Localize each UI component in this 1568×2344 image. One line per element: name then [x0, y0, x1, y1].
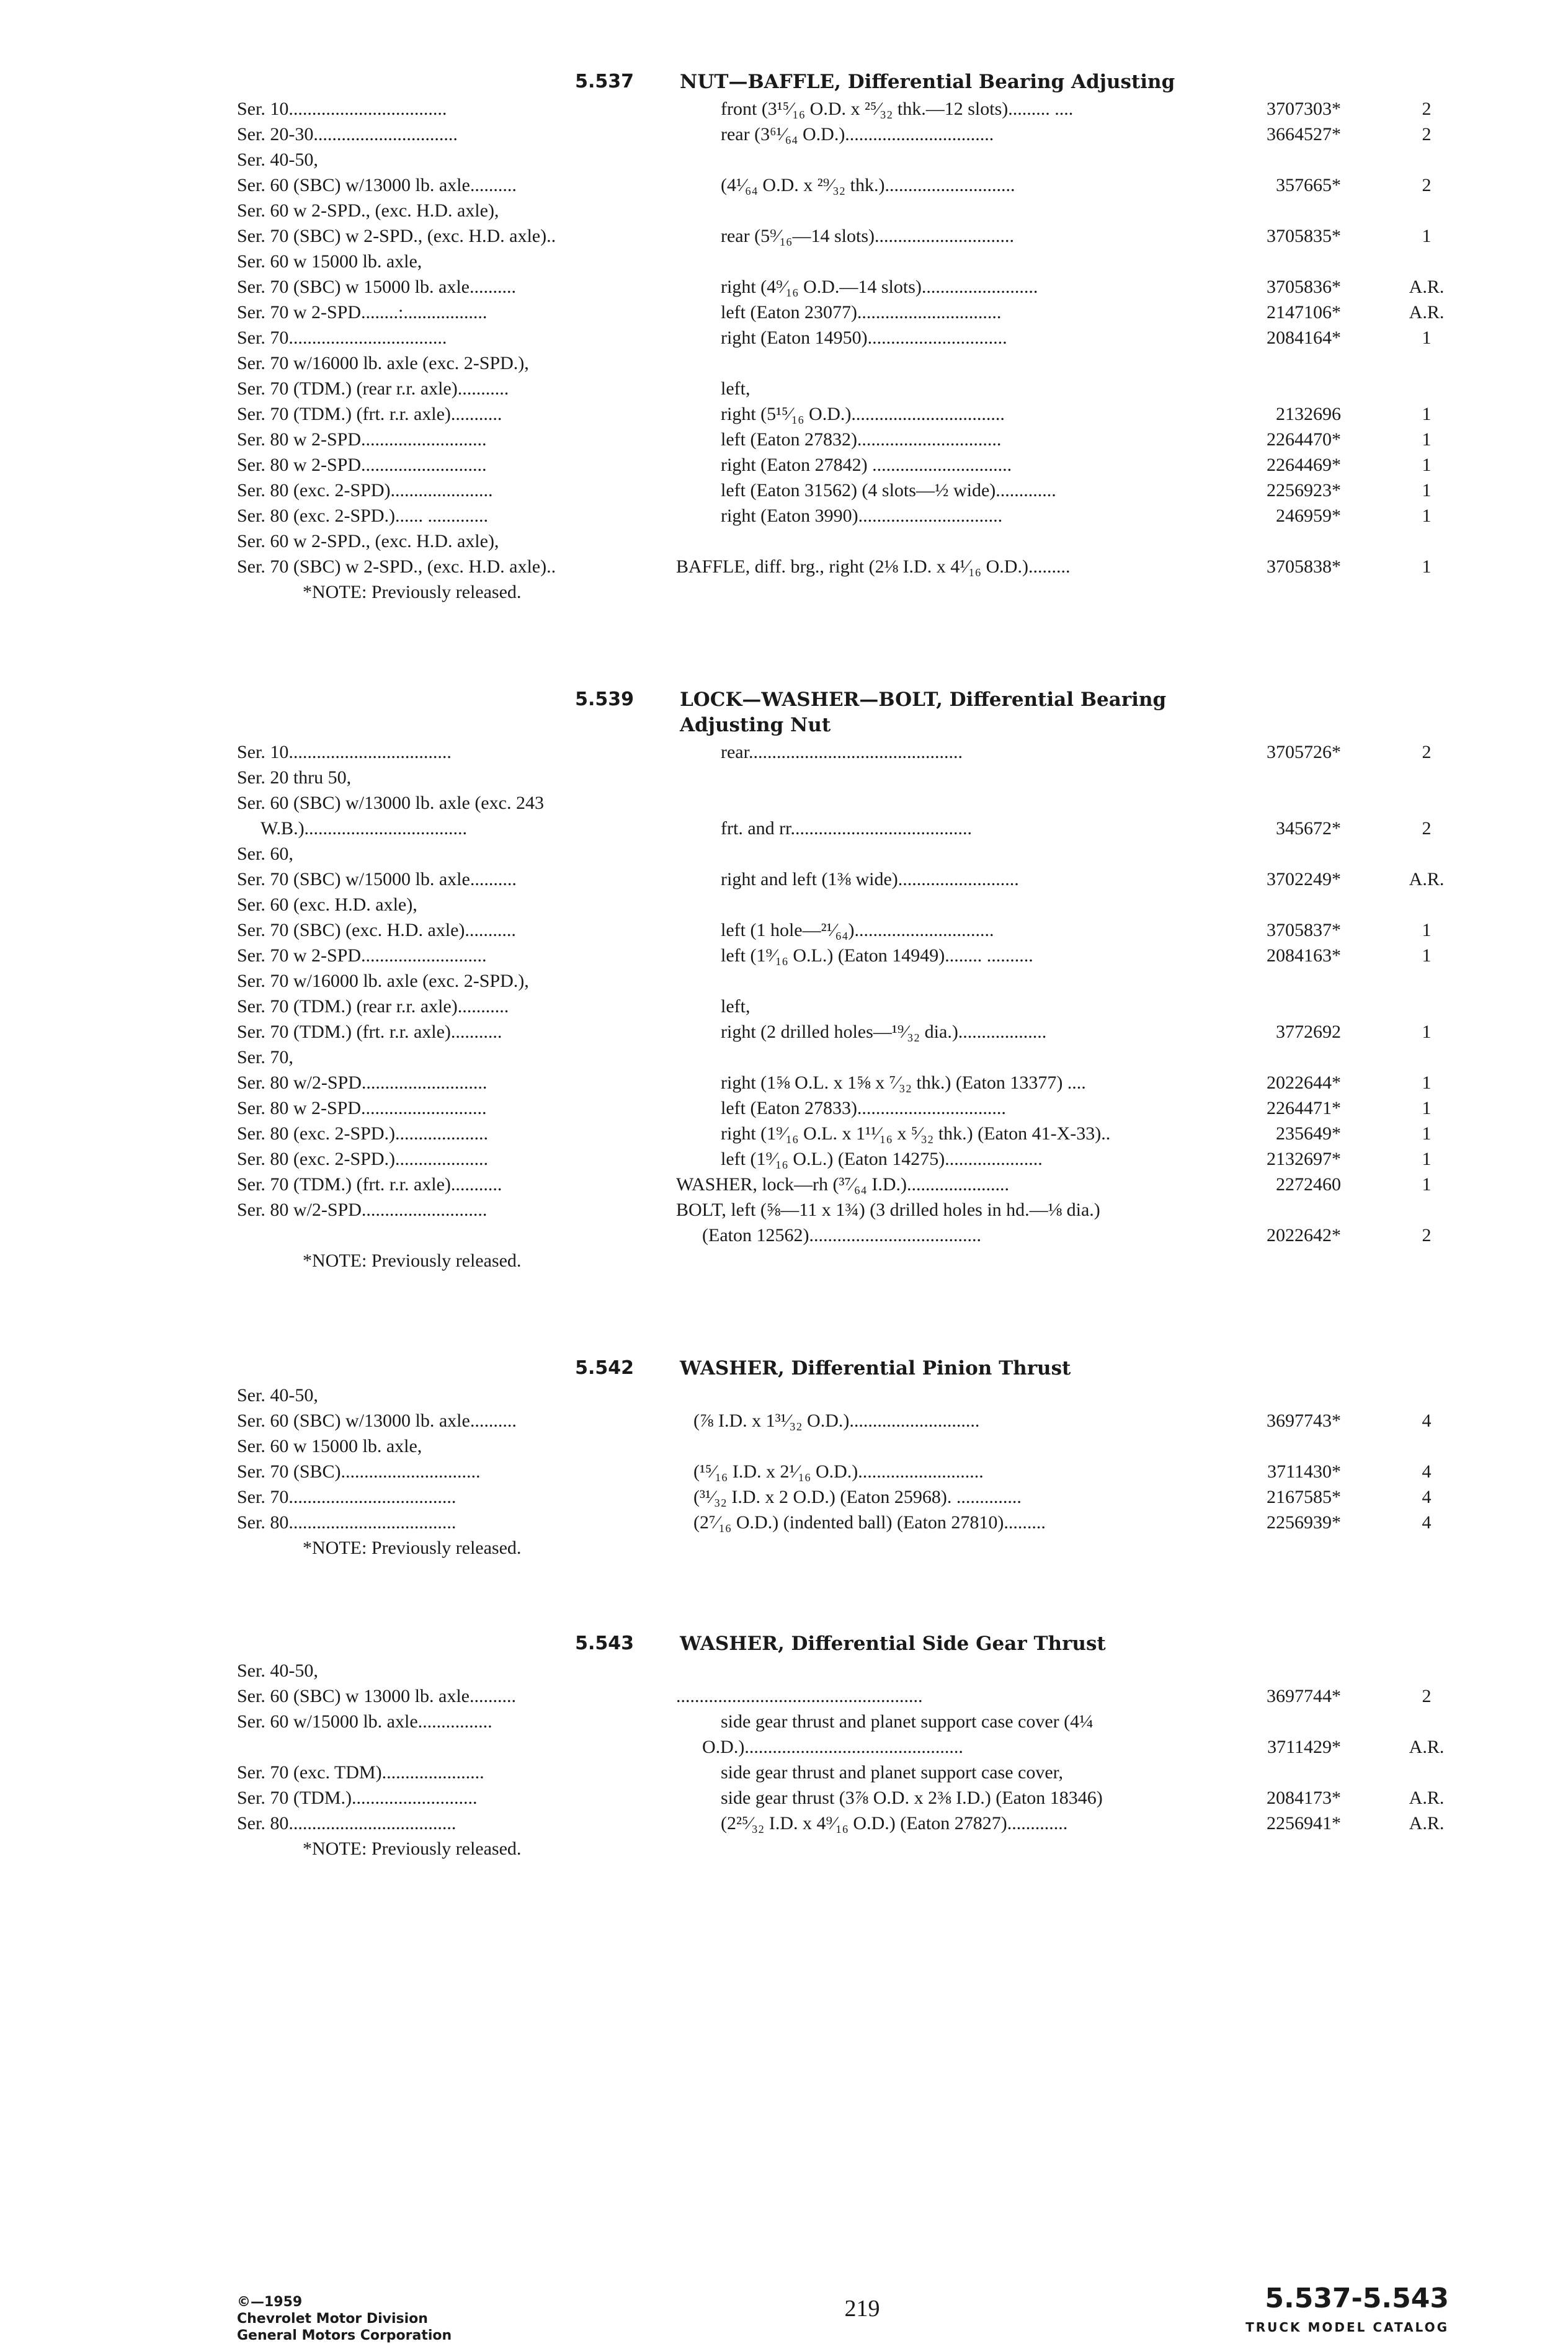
series-cell: Ser. 60 (SBC) w/13000 lb. axle.......... [237, 175, 517, 195]
page-number: 219 [844, 2296, 880, 2322]
description-cell: side gear thrust and planet support case cover, [721, 1762, 1063, 1783]
description-cell: right and left (1⅜ wide).......................... [721, 869, 1019, 889]
parts-row [0, 765, 1568, 790]
series-cell: Ser. 70 (TDM.)........................... [237, 1788, 478, 1808]
series-cell: Ser. 70 (SBC) w 2-SPD., (exc. H.D. axle).. [237, 226, 556, 246]
section-note: *NOTE: Previously released. [303, 1838, 522, 1859]
description-cell: left (1⁹⁄₁₆ O.L.) (Eaton 14275)..................... [721, 1149, 1043, 1169]
series-cell: Ser. 80 (exc. 2-SPD)...................... [237, 480, 493, 501]
series-cell: Ser. 60 w/15000 lb. axle................ [237, 1711, 492, 1732]
description-cell: front (3¹⁵⁄₁₆ O.D. x ²⁵⁄₃₂ thk.—12 slots)......... .... [721, 99, 1074, 119]
part-number-cell: 3705726* [1267, 742, 1341, 762]
parts-row [0, 943, 1568, 968]
parts-row [0, 1658, 1568, 1683]
description-cell: side gear thrust and planet support case cover (4¼ [721, 1711, 1094, 1732]
parts-row [0, 147, 1568, 172]
series-cell: Ser. 70 (TDM.) (frt. r.r. axle)........... [237, 1174, 502, 1195]
quantity-cell: 4 [1422, 1410, 1432, 1431]
part-number-cell: 3705837* [1267, 920, 1341, 940]
series-cell: Ser. 80 (exc. 2-SPD.).................... [237, 1123, 488, 1144]
parts-row [0, 1172, 1568, 1197]
section-title-line: WASHER, Differential Pinion Thrust [680, 1357, 1071, 1379]
series-cell: Ser. 80.................................... [237, 1813, 457, 1834]
parts-row [0, 790, 1568, 816]
part-number-cell: 3664527* [1267, 124, 1341, 145]
series-cell: Ser. 40-50, [237, 1660, 318, 1681]
quantity-cell: 2 [1422, 175, 1432, 195]
description-cell: right (1⁹⁄₁₆ O.L. x 1¹¹⁄₁₆ x ⁵⁄₃₂ thk.) (Eaton 41-X-33).. [721, 1123, 1111, 1144]
series-cell: Ser. 70 w 2-SPD........................... [237, 945, 487, 966]
series-cell: Ser. 70 (exc. TDM)...................... [237, 1762, 484, 1783]
description-cell: O.D.)............................................... [702, 1737, 963, 1757]
description-cell: left (Eaton 27833)................................ [721, 1098, 1006, 1118]
quantity-cell: 2 [1422, 1686, 1432, 1706]
series-cell: Ser. 70 (TDM.) (rear r.r. axle)........... [237, 378, 509, 399]
series-cell: Ser. 70 (TDM.) (frt. r.r. axle)........... [237, 404, 502, 424]
parts-row [0, 1734, 1568, 1760]
description-cell: (¹⁵⁄₁₆ I.D. x 2¹⁄₁₆ O.D.)........................... [693, 1461, 984, 1482]
quantity-cell: 1 [1422, 1123, 1432, 1144]
quantity-cell: 1 [1422, 945, 1432, 966]
quantity-cell: 4 [1422, 1487, 1432, 1507]
part-number-cell: 2022644* [1267, 1072, 1341, 1093]
part-number-cell: 2264471* [1267, 1098, 1341, 1118]
parts-row [0, 816, 1568, 841]
series-cell: Ser. 70 (TDM.) (rear r.r. axle)........... [237, 996, 509, 1017]
description-cell: BAFFLE, diff. brg., right (2⅛ I.D. x 4¹⁄₁₆ O.D.)......... [676, 556, 1071, 577]
quantity-cell: A.R. [1409, 869, 1445, 889]
series-cell: Ser. 60 (SBC) w/13000 lb. axle.......... [237, 1410, 517, 1431]
part-number-cell: 2256939* [1267, 1512, 1341, 1533]
part-number-cell: 3711430* [1267, 1461, 1341, 1482]
series-cell: Ser. 40-50, [237, 149, 318, 170]
description-cell: ..................................................... [676, 1686, 923, 1706]
series-cell: Ser. 70 (SBC).............................. [237, 1461, 481, 1482]
series-cell: Ser. 20 thru 50, [237, 767, 352, 788]
parts-row [0, 1019, 1568, 1045]
section-note: *NOTE: Previously released. [303, 582, 522, 602]
footer-publisher [237, 2294, 452, 2344]
parts-row [0, 1760, 1568, 1785]
series-cell: Ser. 70.................................. [237, 328, 447, 348]
parts-row [0, 122, 1568, 147]
parts-row [0, 554, 1568, 579]
parts-row [0, 1459, 1568, 1484]
part-number-cell: 2084173* [1267, 1788, 1341, 1808]
part-number-cell: 2264469* [1267, 455, 1341, 475]
description-cell: right (1⅝ O.L. x 1⅝ x ⁷⁄₃₂ thk.) (Eaton 13377) .... [721, 1072, 1086, 1093]
parts-row [0, 427, 1568, 452]
series-cell: Ser. 60 w 15000 lb. axle, [237, 1436, 422, 1456]
part-number-cell: 2272460 [1276, 1174, 1341, 1195]
quantity-cell: 1 [1422, 506, 1432, 526]
quantity-cell: 2 [1422, 742, 1432, 762]
description-cell: (³¹⁄₃₂ I.D. x 2 O.D.) (Eaton 25968). .............. [693, 1487, 1022, 1507]
description-cell: left (Eaton 23077)............................... [721, 302, 1002, 323]
parts-row [0, 478, 1568, 503]
parts-row [0, 739, 1568, 765]
series-cell: Ser. 60 w 2-SPD., (exc. H.D. axle), [237, 200, 499, 221]
section-note: *NOTE: Previously released. [303, 1538, 522, 1558]
description-cell: rear.............................................. [721, 742, 963, 762]
footer-catalog-name: TRUCK MODEL CATALOG [1245, 2320, 1449, 2335]
parts-row [0, 376, 1568, 401]
description-cell: left, [721, 996, 751, 1017]
part-number-cell: 2167585* [1267, 1487, 1341, 1507]
series-cell: Ser. 70 (SBC) w 15000 lb. axle.......... [237, 277, 516, 297]
description-cell: WASHER, lock—rh (³⁷⁄₆₄ I.D.)...................... [676, 1174, 1009, 1195]
part-number-cell: 3705836* [1267, 277, 1341, 297]
description-cell: left, [721, 378, 751, 399]
parts-row [0, 300, 1568, 325]
parts-row [0, 1433, 1568, 1459]
description-cell: right (Eaton 27842) .............................. [721, 455, 1012, 475]
section-title-line: WASHER, Differential Side Gear Thrust [680, 1633, 1106, 1655]
parts-row [0, 1709, 1568, 1734]
part-number-cell: 3772692 [1276, 1022, 1341, 1042]
parts-row [0, 1785, 1568, 1811]
parts-row [0, 917, 1568, 943]
description-cell: frt. and rr....................................... [721, 818, 972, 839]
part-number-cell: 2264470* [1267, 429, 1341, 450]
description-cell: (2⁷⁄₁₆ O.D.) (indented ball) (Eaton 27810)......... [693, 1512, 1046, 1533]
parts-row [0, 172, 1568, 198]
part-number-cell: 246959* [1276, 506, 1341, 526]
quantity-cell: A.R. [1409, 1788, 1445, 1808]
description-cell: right (Eaton 3990)............................... [721, 506, 1003, 526]
description-cell: (Eaton 12562)..................................... [702, 1225, 981, 1246]
description-cell: side gear thrust (3⅞ O.D. x 2⅜ I.D.) (Eaton 18346) [721, 1788, 1103, 1808]
parts-row [0, 96, 1568, 122]
section-number: 5.539 [575, 688, 634, 710]
quantity-cell: A.R. [1409, 277, 1445, 297]
quantity-cell: 1 [1422, 455, 1432, 475]
part-number-cell: 3707303* [1267, 99, 1341, 119]
footer-copyright: ©—1959 [237, 2294, 303, 2310]
series-cell: Ser. 70, [237, 1047, 293, 1067]
parts-row [0, 503, 1568, 528]
series-cell: Ser. 70 w/16000 lb. axle (exc. 2-SPD.), [237, 971, 529, 991]
quantity-cell: A.R. [1409, 302, 1445, 323]
quantity-cell: 1 [1422, 920, 1432, 940]
part-number-cell: 2132696 [1276, 404, 1341, 424]
part-number-cell: 2256941* [1267, 1813, 1341, 1834]
description-cell: rear (3⁶¹⁄₆₄ O.D.)................................ [721, 124, 994, 145]
series-cell: Ser. 80 w 2-SPD........................... [237, 429, 487, 450]
description-cell: left (Eaton 31562) (4 slots—½ wide)............. [721, 480, 1056, 501]
section-number: 5.537 [575, 71, 634, 92]
parts-row [0, 274, 1568, 300]
series-cell: Ser. 10.................................. [237, 99, 447, 119]
parts-row [0, 452, 1568, 478]
series-cell: Ser. 70 (SBC) w 2-SPD., (exc. H.D. axle).. [237, 556, 556, 577]
part-number-cell: 2256923* [1267, 480, 1341, 501]
parts-row [0, 1383, 1568, 1408]
parts-row [0, 1811, 1568, 1836]
description-cell: right (5¹⁵⁄₁₆ O.D.)................................. [721, 404, 1005, 424]
quantity-cell: 2 [1422, 1225, 1432, 1246]
quantity-cell: A.R. [1409, 1813, 1445, 1834]
parts-row [0, 892, 1568, 917]
quantity-cell: 1 [1422, 1149, 1432, 1169]
description-cell: rear (5⁹⁄₁₆—14 slots).............................. [721, 226, 1014, 246]
quantity-cell: 1 [1422, 1098, 1432, 1118]
quantity-cell: 1 [1422, 1072, 1432, 1093]
part-number-cell: 345672* [1276, 818, 1341, 839]
series-cell: Ser. 60 (exc. H.D. axle), [237, 894, 417, 915]
parts-row [0, 1197, 1568, 1223]
description-cell: (4¹⁄₆₄ O.D. x ²⁹⁄₃₂ thk.)............................ [721, 175, 1015, 195]
part-number-cell: 2084164* [1267, 328, 1341, 348]
series-cell: Ser. 70 (SBC) w/15000 lb. axle.......... [237, 869, 517, 889]
parts-row [0, 994, 1568, 1019]
footer-division: Chevrolet Motor Division [237, 2311, 428, 2327]
quantity-cell: 2 [1422, 124, 1432, 145]
series-cell: Ser. 80 w/2-SPD........................... [237, 1200, 488, 1220]
quantity-cell: 1 [1422, 226, 1432, 246]
parts-row [0, 1408, 1568, 1433]
series-cell: Ser. 70.................................... [237, 1487, 457, 1507]
series-cell: Ser. 80.................................... [237, 1512, 457, 1533]
parts-row [0, 1484, 1568, 1510]
part-number-cell: 2022642* [1267, 1225, 1341, 1246]
part-number-cell: 3697743* [1267, 1410, 1341, 1431]
quantity-cell: 1 [1422, 404, 1432, 424]
description-cell: right (2 drilled holes—¹⁹⁄₃₂ dia.)................... [721, 1022, 1047, 1042]
parts-row [0, 350, 1568, 376]
part-number-cell: 3705835* [1267, 226, 1341, 246]
quantity-cell: A.R. [1409, 1737, 1445, 1757]
series-cell: Ser. 40-50, [237, 1385, 318, 1406]
description-cell: BOLT, left (⅝—11 x 1¾) (3 drilled holes in hd.—⅛ dia.) [676, 1200, 1100, 1220]
part-number-cell: 3711429* [1267, 1737, 1341, 1757]
series-cell: Ser. 70 w 2-SPD........:.................. [237, 302, 488, 323]
section-title-line: NUT—BAFFLE, Differential Bearing Adjusting [680, 71, 1175, 93]
description-cell: left (1⁹⁄₁₆ O.L.) (Eaton 14949)........ .......... [721, 945, 1033, 966]
parts-row [0, 867, 1568, 892]
parts-row [0, 1146, 1568, 1172]
parts-row [0, 325, 1568, 350]
series-cell: Ser. 80 w/2-SPD........................... [237, 1072, 488, 1093]
quantity-cell: 1 [1422, 1174, 1432, 1195]
quantity-cell: 1 [1422, 556, 1432, 577]
section-number: 5.543 [575, 1633, 634, 1654]
parts-row [0, 249, 1568, 274]
series-cell: Ser. 70 (SBC) (exc. H.D. axle)........... [237, 920, 516, 940]
description-cell: (2²⁵⁄₃₂ I.D. x 4⁹⁄₁₆ O.D.) (Eaton 27827)............. [721, 1813, 1068, 1834]
parts-row [0, 1223, 1568, 1248]
part-number-cell: 3705838* [1267, 556, 1341, 577]
part-number-cell: 357665* [1276, 175, 1341, 195]
parts-row [0, 198, 1568, 223]
series-cell: Ser. 80 w 2-SPD........................... [237, 1098, 487, 1118]
parts-row [0, 1510, 1568, 1535]
series-cell: Ser. 80 (exc. 2-SPD.).................... [237, 1149, 488, 1169]
part-number-cell: 2084163* [1267, 945, 1341, 966]
part-number-cell: 235649* [1276, 1123, 1341, 1144]
footer-corporation: General Motors Corporation [237, 2328, 452, 2343]
quantity-cell: 1 [1422, 480, 1432, 501]
parts-row [0, 841, 1568, 867]
parts-row [0, 1121, 1568, 1146]
section-note: *NOTE: Previously released. [303, 1250, 522, 1271]
series-cell: Ser. 70 (TDM.) (frt. r.r. axle)........... [237, 1022, 502, 1042]
description-cell: right (4⁹⁄₁₆ O.D.—14 slots)......................... [721, 277, 1038, 297]
part-number-cell: 3702249* [1267, 869, 1341, 889]
series-cell: W.B.)................................... [261, 818, 468, 839]
series-cell: Ser. 80 (exc. 2-SPD.)...... ............. [237, 506, 488, 526]
series-cell: Ser. 60 w 2-SPD., (exc. H.D. axle), [237, 531, 499, 551]
part-number-cell: 2132697* [1267, 1149, 1341, 1169]
series-cell: Ser. 20-30............................... [237, 124, 458, 145]
description-cell: (⅞ I.D. x 1³¹⁄₃₂ O.D.)............................ [693, 1410, 980, 1431]
quantity-cell: 1 [1422, 328, 1432, 348]
parts-row [0, 528, 1568, 554]
section-number: 5.542 [575, 1357, 634, 1379]
quantity-cell: 2 [1422, 99, 1432, 119]
footer-section-range: 5.537-5.543 [1265, 2283, 1449, 2314]
description-cell: left (1 hole—²¹⁄₆₄).............................. [721, 920, 994, 940]
parts-row [0, 223, 1568, 249]
parts-row [0, 1070, 1568, 1095]
parts-row [0, 1683, 1568, 1709]
quantity-cell: 1 [1422, 429, 1432, 450]
series-cell: Ser. 60, [237, 844, 293, 864]
parts-row [0, 968, 1568, 994]
series-cell: Ser. 80 w 2-SPD........................... [237, 455, 487, 475]
parts-row [0, 1095, 1568, 1121]
series-cell: Ser. 10................................... [237, 742, 452, 762]
section-title-line: LOCK—WASHER—BOLT, Differential Bearing [680, 688, 1167, 711]
description-cell: right (Eaton 14950).............................. [721, 328, 1007, 348]
quantity-cell: 1 [1422, 1022, 1432, 1042]
part-number-cell: 3697744* [1267, 1686, 1341, 1706]
quantity-cell: 2 [1422, 818, 1432, 839]
quantity-cell: 4 [1422, 1461, 1432, 1482]
series-cell: Ser. 60 (SBC) w 13000 lb. axle.......... [237, 1686, 516, 1706]
quantity-cell: 4 [1422, 1512, 1432, 1533]
series-cell: Ser. 60 (SBC) w/13000 lb. axle (exc. 243 [237, 793, 544, 813]
parts-row [0, 401, 1568, 427]
part-number-cell: 2147106* [1267, 302, 1341, 323]
description-cell: left (Eaton 27832)............................... [721, 429, 1002, 450]
section-title-line: Adjusting Nut [680, 714, 831, 736]
series-cell: Ser. 70 w/16000 lb. axle (exc. 2-SPD.), [237, 353, 529, 373]
series-cell: Ser. 60 w 15000 lb. axle, [237, 251, 422, 272]
parts-row [0, 1045, 1568, 1070]
